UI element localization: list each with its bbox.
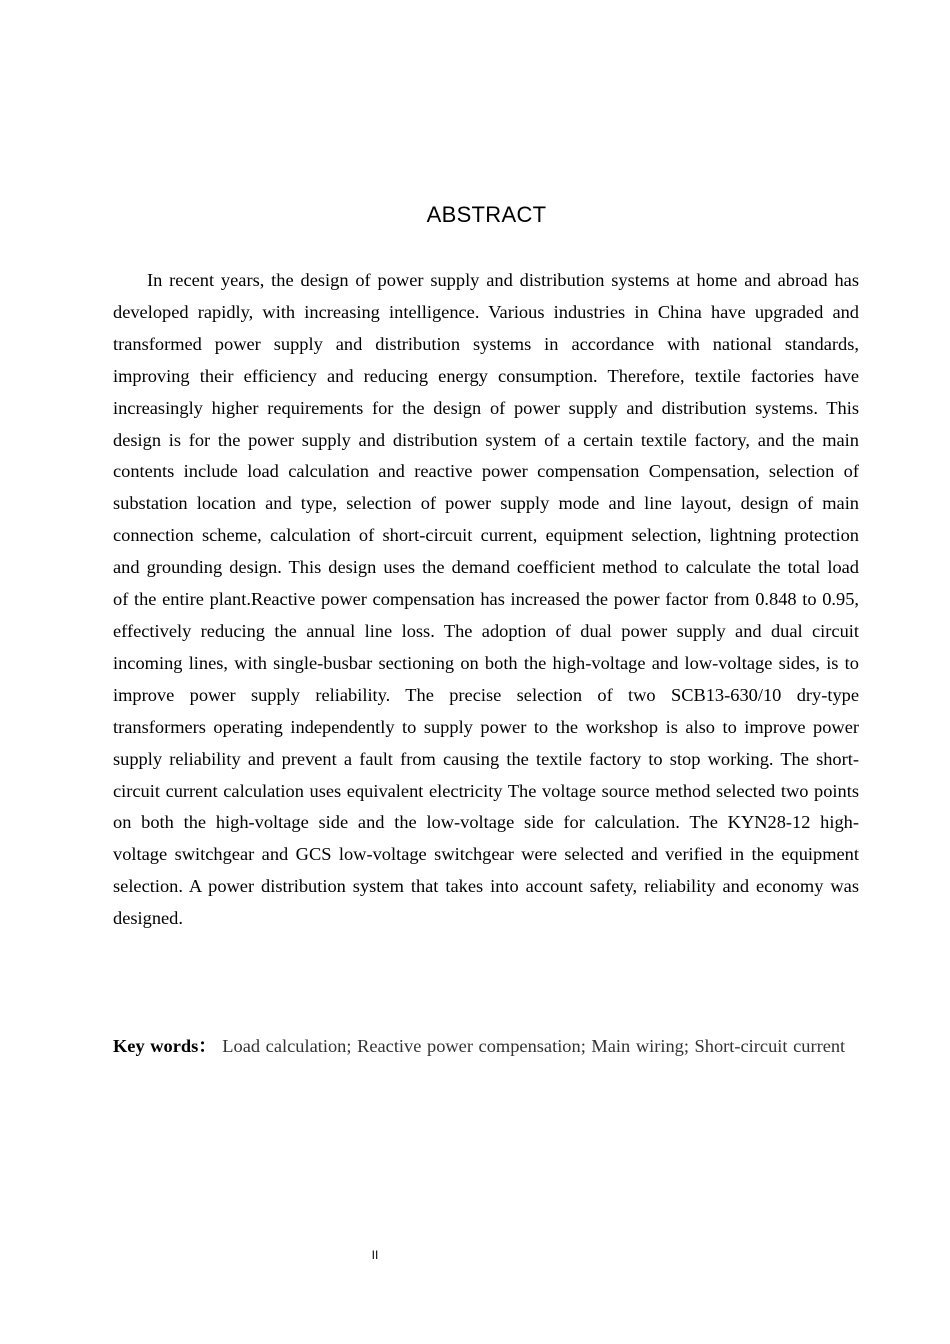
keywords-line bbox=[113, 1031, 859, 1063]
keywords-text: Load calculation; Reactive power compensation; Main wiring; Short-circuit current bbox=[222, 1036, 846, 1056]
page-number: II bbox=[371, 1248, 379, 1262]
abstract-title: ABSTRACT bbox=[426, 202, 547, 227]
abstract-paragraph: In recent years, the design of power supply and distribution systems at home and abroad has developed rapidly, with increasing intelligence. Various industries in China have upgraded and transformed power supply and distribution systems in accordance with national standards, improving their efficiency and reducing energy consumption. Therefore, textile factories have increasingly higher requirements for the design of power supply and distribution systems. This design is for the power supply and distribution system of a certain textile factory, and the main contents include load calculation and reactive power compensation Compensation, selection of substation location and type, selection of power supply mode and line layout, design of main connection scheme, calculation of short-circuit current, equipment selection, lightning protection and grounding design. This design uses the demand coefficient method to calculate the total load of the entire plant.Reactive power compensation has increased the power factor from 0.848 to 0.95, effectively reducing the annual line loss. The adoption of dual power supply and dual circuit incoming lines, with single-busbar sectioning on both the high-voltage and low-voltage sides, is to improve power supply reliability. The precise selection of two SCB13-630/10 dry-type transformers operating independently to supply power to the workshop is also to improve power supply reliability and prevent a fault from causing the textile factory to stop working. The short-circuit current calculation uses equivalent electricity The voltage source method selected two points on both the high-voltage side and the low-voltage side for calculation. The KYN28-12 high-voltage switchgear and GCS low-voltage switchgear were selected and verified in the equipment selection. A power distribution system that takes into account safety, reliability and economy was designed. bbox=[113, 270, 859, 929]
keywords-label: Key words： bbox=[113, 1036, 217, 1056]
